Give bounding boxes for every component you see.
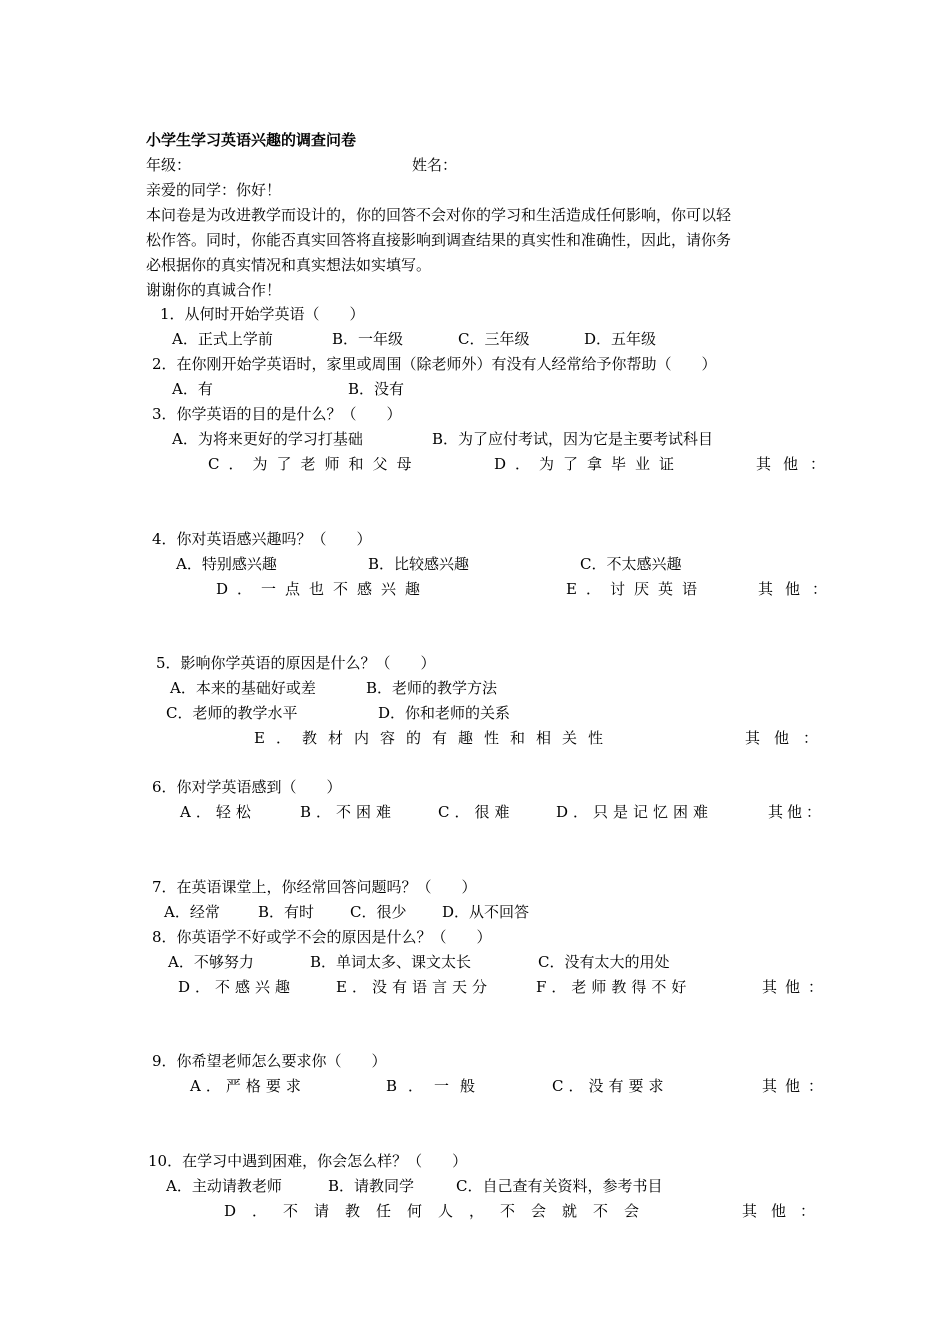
- option-9a: A．严格要求: [190, 1077, 306, 1095]
- option-5d: D．你和老师的关系: [378, 704, 511, 722]
- option-8a: A．不够努力: [168, 953, 254, 971]
- option-7d: D．从不回答: [442, 903, 530, 921]
- option-4b: B．比较感兴趣: [368, 555, 470, 573]
- question-3: 3．你学英语的目的是什么？（ ）: [152, 405, 402, 423]
- option-3c: C．为了老师和父母: [208, 455, 421, 473]
- option-6b: B．不困难: [300, 803, 397, 821]
- option-10b: B．请教同学: [328, 1177, 415, 1195]
- option-1d: D．五年级: [584, 330, 657, 348]
- option-6d: D．只是记忆困难: [556, 803, 714, 821]
- option-2a: A．有: [172, 380, 213, 398]
- question-6: 6．你对学英语感到（ ）: [152, 778, 342, 796]
- question-4: 4．你对英语感兴趣吗？（ ）: [152, 530, 372, 548]
- option-5a: A．本来的基础好或差: [170, 679, 316, 697]
- option-4e: E．讨厌英语: [566, 580, 706, 598]
- question-7: 7．在英语课堂上，你经常回答问题吗？（ ）: [152, 878, 477, 896]
- option-4d: D．一点也不感兴趣: [216, 580, 430, 598]
- question-9: 9．你希望老师怎么要求你（ ）: [152, 1052, 387, 1070]
- option-1a: A．正式上学前: [172, 330, 273, 348]
- question-2: 2．在你刚开始学英语时，家里或周围（除老师外）有没有人经常给予你帮助（ ）: [152, 355, 717, 373]
- question-8: 8．你英语学不好或学不会的原因是什么？（ ）: [152, 928, 492, 946]
- option-1b: B．一年级: [332, 330, 404, 348]
- option-3a: A．为将来更好的学习打基础: [172, 430, 363, 448]
- option-9b: B．一般: [386, 1077, 487, 1095]
- other-label: 其他：: [768, 803, 826, 821]
- option-8b: B．单词太多、课文太长: [310, 953, 472, 971]
- option-5e: E．教材内容的有趣性和相关性: [254, 729, 614, 747]
- option-6c: C．很难: [438, 803, 515, 821]
- option-5c: C．老师的教学水平: [166, 704, 298, 722]
- intro-line: 松作答。同时，你能否真实回答将直接影响到调查结果的真实性和准确性，因此，请你务: [146, 231, 732, 249]
- other-label: 其他：: [758, 580, 840, 598]
- option-5b: B．老师的教学方法: [366, 679, 498, 697]
- option-8f: F．老师教得不好: [536, 978, 692, 996]
- option-7a: A．经常: [164, 903, 220, 921]
- question-1: 1．从何时开始学英语（ ）: [160, 305, 365, 323]
- option-10d: D．不请教任何人，不会就不会: [224, 1202, 656, 1220]
- option-3b: B．为了应付考试，因为它是主要考试科目: [432, 430, 714, 448]
- option-8c: C．没有太大的用处: [538, 953, 670, 971]
- question-10: 10．在学习中遇到困难，你会怎么样？（ ）: [148, 1152, 468, 1170]
- other-label: 其他：: [742, 1202, 830, 1220]
- option-9c: C．没有要求: [552, 1077, 669, 1095]
- question-5: 5．影响你学英语的原因是什么？（ ）: [156, 654, 436, 672]
- option-10a: A．主动请教老师: [166, 1177, 282, 1195]
- thanks-line: 谢谢你的真诚合作！: [146, 281, 282, 299]
- option-4c: C．不太感兴趣: [580, 555, 682, 573]
- greeting: 亲爱的同学：你好！: [146, 181, 282, 199]
- option-10c: C．自己查有关资料，参考书目: [456, 1177, 663, 1195]
- option-2b: B．没有: [348, 380, 405, 398]
- other-label: 其他：: [762, 1077, 832, 1095]
- option-3d: D．为了拿毕业证: [494, 455, 684, 473]
- other-label: 其他：: [745, 729, 833, 747]
- option-8d: D．不感兴趣: [178, 978, 296, 996]
- name-label: 姓名：: [412, 156, 458, 174]
- option-8e: E．没有语言天分: [336, 978, 492, 996]
- option-6a: A．轻松: [180, 803, 256, 821]
- intro-line: 本问卷是为改进教学而设计的，你的回答不会对你的学习和生活造成任何影响，你可以轻: [146, 206, 732, 224]
- option-4a: A．特别感兴趣: [176, 555, 277, 573]
- other-label: 其他：: [762, 978, 832, 996]
- page-title: 小学生学习英语兴趣的调查问卷: [146, 131, 357, 149]
- other-label: 其他：: [756, 455, 838, 473]
- option-7c: C．很少: [350, 903, 407, 921]
- grade-label: 年级：: [146, 156, 192, 174]
- option-7b: B．有时: [258, 903, 315, 921]
- option-1c: C．三年级: [458, 330, 530, 348]
- intro-line: 必根据你的真实情况和真实想法如实填写。: [146, 256, 432, 274]
